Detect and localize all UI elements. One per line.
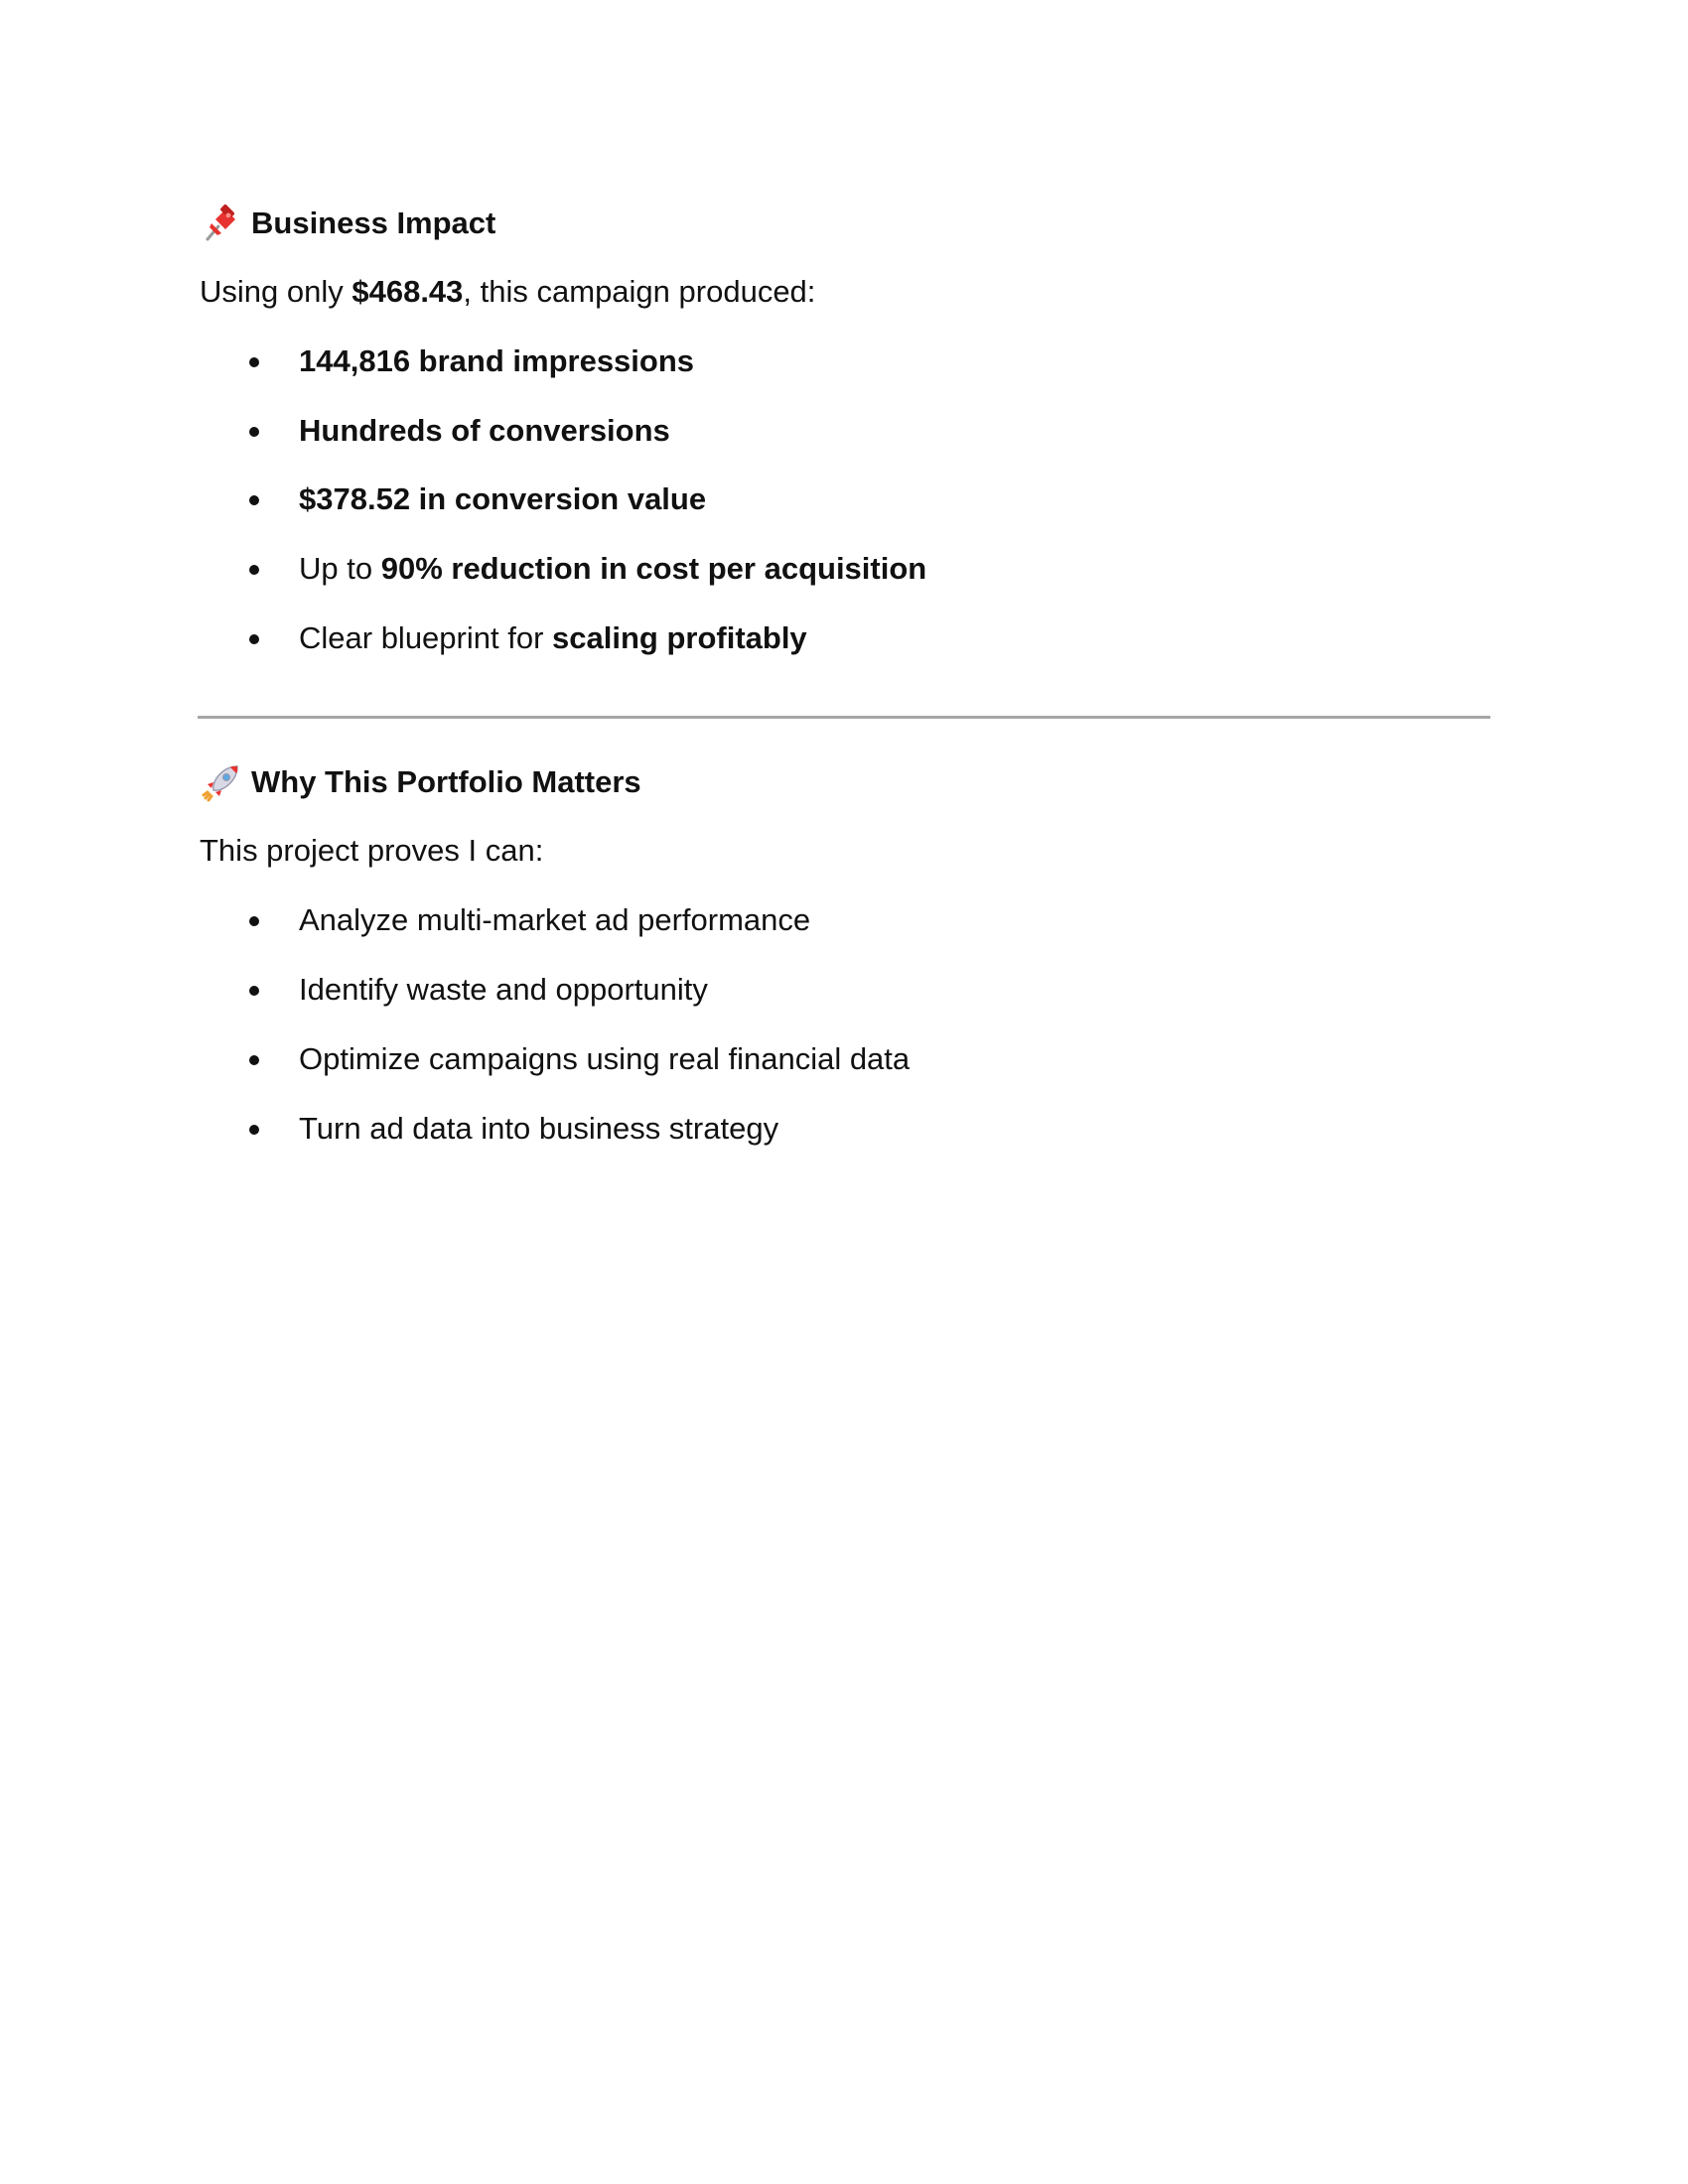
business-impact-intro xyxy=(200,272,815,312)
item-prefix: Clear blueprint for xyxy=(299,620,553,655)
item-text: Identify waste and opportunity xyxy=(299,972,708,1007)
item-bold: scaling profitably xyxy=(552,620,807,655)
bullet-icon xyxy=(249,565,259,575)
intro-suffix: , this campaign produced: xyxy=(463,274,816,309)
bullet-icon xyxy=(249,634,259,644)
item-text: Analyze multi-market ad performance xyxy=(299,902,811,937)
item-text: Turn ad data into business strategy xyxy=(299,1111,779,1146)
intro-prefix: Using only xyxy=(200,274,352,309)
item-bold: 90% reduction in cost per acquisition xyxy=(380,551,927,586)
bullet-icon xyxy=(249,1055,259,1065)
item-bold: Hundreds of conversions xyxy=(299,413,670,448)
item-prefix: Up to xyxy=(299,551,381,586)
section-divider xyxy=(198,716,1490,719)
portfolio-matters-heading xyxy=(202,762,641,802)
pushpin-icon xyxy=(202,204,241,243)
bullet-icon xyxy=(249,986,259,996)
rocket-icon xyxy=(202,762,241,802)
bullet-icon xyxy=(249,427,259,437)
business-impact-heading xyxy=(202,204,495,243)
bullet-icon xyxy=(249,357,259,367)
portfolio-matters-intro: This project proves I can: xyxy=(200,833,544,868)
bullet-icon xyxy=(249,495,259,505)
item-bold: 144,816 brand impressions xyxy=(299,343,695,378)
bullet-icon xyxy=(249,916,259,926)
item-text: Optimize campaigns using real financial data xyxy=(299,1041,911,1076)
intro-amount: $468.43 xyxy=(352,274,464,309)
bullet-icon xyxy=(249,1125,259,1135)
business-impact-title: Business Impact xyxy=(251,205,496,240)
item-bold: $378.52 in conversion value xyxy=(299,481,707,516)
portfolio-matters-title: Why This Portfolio Matters xyxy=(251,764,641,799)
